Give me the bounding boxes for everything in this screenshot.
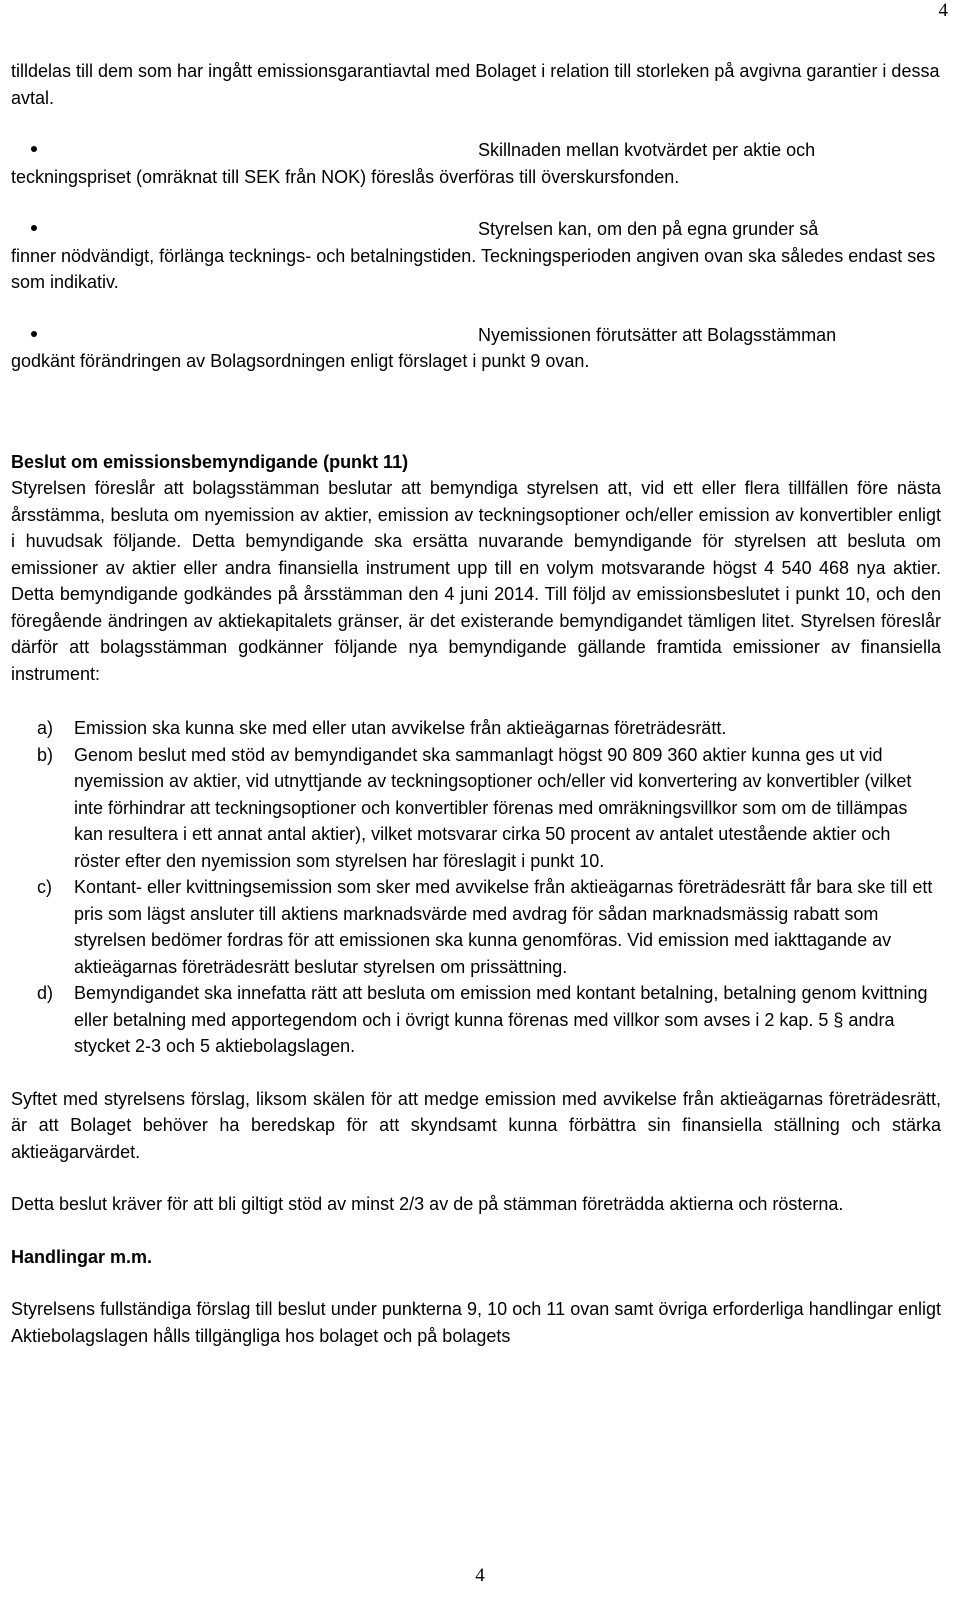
intro-paragraph: tilldelas till dem som har ingått emissionsgarantiavtal med Bolaget i relation till storleken på avgivna garantier i dessa avtal.	[11, 61, 940, 108]
section-heading-authorization: Beslut om emissionsbemyndigande (punkt 11)	[11, 451, 409, 472]
purpose-paragraph: Syftet med styrelsens förslag, liksom skälen för att medge emission med avvikelse från aktieägarnas företrädesrätt, är att Bolaget behöver ha beredskap för att skyndsamt kunna förbättra sin finansiella ställning och stärka aktieägarvärdet.	[11, 1088, 941, 1162]
bullet-text: finner nödvändigt, förlänga tecknings- och betalningstiden. Teckningsperioden angiven ovan ska således endast ses som indikativ.	[11, 245, 936, 292]
list-item	[11, 874, 941, 980]
list-marker: a)	[37, 718, 54, 738]
bullet-text: godkänt förändringen av Bolagsordningen enligt förslaget i punkt 9 ovan.	[11, 351, 590, 371]
bullet-text: teckningspriset (omräknat till SEK från NOK) föreslås överföras till överskursfonden.	[11, 166, 680, 187]
page-number-top: 4	[938, 0, 948, 21]
list-marker: d)	[37, 983, 54, 1003]
document-body	[11, 58, 941, 1349]
list-item-text: Genom beslut med stöd av bemyndigandet ska sammanlagt högst 90 809 360 aktier kunna ges ut vid nyemission av aktier, vid utnyttjande av teckningsoptioner och/eller vid konvertering av konvertibler (vilket inte förhindrar att teckningsoptioner och konvertibler förenas med omräkningsvillkor som om de tillämpas kan resultera i ett annat antal aktier), vilket motsvarar cirka 50 procent av antalet utestående aktier och röster efter den nyemission som styrelsen har föreslagit i punkt 10.	[74, 744, 912, 871]
majority-paragraph: Detta beslut kräver för att bli giltigt stöd av minst 2/3 av de på stämman företrädda aktierna och rösterna.	[11, 1194, 844, 1214]
bullet-icon	[31, 146, 37, 152]
list-item	[11, 742, 941, 875]
bullet-icon	[31, 225, 37, 231]
bullet-item	[11, 137, 941, 190]
bullet-lead: Nyemissionen förutsätter att Bolagsstämman	[478, 324, 837, 345]
page-number-bottom: 4	[475, 1565, 485, 1586]
list-item-text: Bemyndigandet ska innefatta rätt att besluta om emission med kontant betalning, betalning genom kvittning eller betalning med apportegendom och i övrigt kunna förenas med villkor som avses i 2 kap. 5 § andra stycket 2-3 och 5 aktiebolagslagen.	[74, 983, 928, 1056]
bullet-lead: Skillnaden mellan kvotvärdet per aktie och	[478, 140, 816, 160]
bullet-item	[11, 322, 941, 375]
section-heading-documents: Handlingar m.m.	[11, 1246, 153, 1267]
authorization-paragraph: Styrelsen föreslår att bolagsstämman beslutar att bemyndiga styrelsen att, vid ett eller flera tillfällen före nästa årsstämma, besluta om nyemission av aktier, emission av teckningsoptioner och/eller emission av konvertibler enligt i huvudsak följande. Detta bemyndigande ska ersätta nuvarande bemyndigande för styrelsen att besluta om emissioner av aktier eller andra finansiella instrument upp till en volym motsvarande högst 4 540 468 nya aktier. Detta bemyndigande godkändes på årsstämman den 4 juni 2014. Till följd av emissionsbeslutet i punkt 10, och den föregående ändringen av aktiekapitalets gränser, är det existerande bemyndigandet tämligen litet. Styrelsen föreslår därför att bolagsstämman godkänner följande nya bemyndigande gällande framtida emissioner av finansiella instrument:	[11, 478, 941, 684]
list-item	[11, 715, 941, 742]
bullet-icon	[31, 331, 37, 337]
bullet-lead: Styrelsen kan, om den på egna grunder så	[478, 219, 819, 239]
list-item-text: Emission ska kunna ske med eller utan avvikelse från aktieägarnas företrädesrätt.	[74, 718, 727, 738]
bullet-item	[11, 216, 941, 296]
list-marker: b)	[37, 744, 54, 765]
list-item-text: Kontant- eller kvittningsemission som sker med avvikelse från aktieägarnas företrädesrätt får bara ske till ett pris som lägst ansluter till aktiens marknadsvärde med avdrag för sådan marknadsmässig rabatt som styrelsen bedömer fordras för att emissionen ska kunna genomföras. Vid emission med iakttagande av aktieägarnas företrädesrätt beslutar styrelsen om prissättning.	[74, 877, 933, 977]
list-marker: c)	[37, 877, 52, 897]
documents-paragraph: Styrelsens fullständiga förslag till beslut under punkterna 9, 10 och 11 ovan samt övriga erforderliga handlingar enligt Aktiebolagslagen hålls tillgängliga hos bolaget och på bolagets	[11, 1299, 941, 1346]
list-item	[11, 980, 941, 1060]
authorization-list	[11, 715, 941, 1060]
